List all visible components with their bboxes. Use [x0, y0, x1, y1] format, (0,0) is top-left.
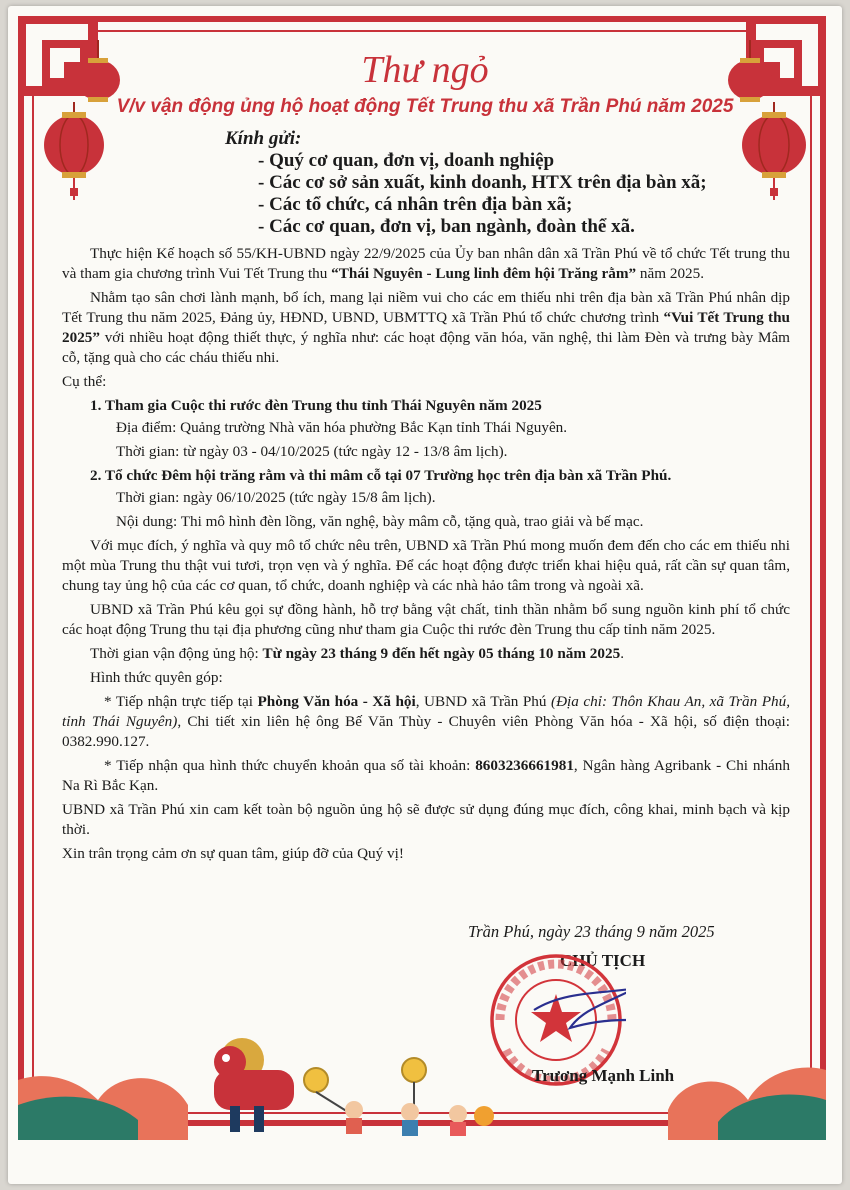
paragraph: UBND xã Trần Phú xin cam kết toàn bộ nguồn ủng hộ sẽ được sử dụng đúng mục đích, công khai, minh bạch và kịp thời. — [62, 801, 790, 838]
signature-title: CHỦ TỊCH — [560, 951, 646, 970]
recipient-item: - Các cơ quan, đơn vị, ban ngành, đoàn thể xã. — [258, 216, 635, 237]
paragraph: Thời gian vận động ủng hộ: Từ ngày 23 tháng 9 đến hết ngày 05 tháng 10 năm 2025. — [90, 645, 624, 662]
letter-body — [62, 244, 790, 868]
paragraph: Xin trân trọng cảm ơn sự quan tâm, giúp đỡ của Quý vị! — [62, 845, 404, 862]
paragraph: * Tiếp nhận trực tiếp tại Phòng Văn hóa - Xã hội, UBND xã Trần Phú (Địa chỉ: Thôn Khau An, xã Trần Phú, tỉnh Thái Nguyên), Chi tiết xin liên hệ ông Bế Văn Thùy - Chuyên viên Phòng Văn hóa - Xã hội, số điện thoại: 0382.990.127. — [62, 693, 790, 750]
signer-name: Trương Mạnh Linh — [532, 1066, 675, 1085]
signature-date: Trần Phú, ngày 23 tháng 9 năm 2025 — [468, 922, 715, 941]
recipient-list — [258, 150, 707, 238]
paragraph: UBND xã Trần Phú kêu gọi sự đồng hành, hỗ trợ bằng vật chất, tinh thần nhằm bổ sung nguồn kinh phí tổ chức các hoạt động Trung thu tại địa phương cũng như tham gia Cuộc thi rước đèn Trung thu cấp tỉnh năm 2025. — [62, 601, 790, 638]
paragraph: * Tiếp nhận qua hình thức chuyển khoản qua số tài khoản: 8603236661981, Ngân hàng Agribank - Chi nhánh Na Rì Bắc Kạn. — [62, 757, 790, 794]
paragraph: Thực hiện Kế hoạch số 55/KH-UBND ngày 22/9/2025 của Ủy ban nhân dân xã Trần Phú về tổ chức Tết trung thu và tham gia chương trình Vui Tết Trung thu “Thái Nguyên - Lung linh đêm hội Trăng rằm” năm 2025. — [62, 245, 790, 282]
paragraph: Hình thức quyên góp: — [90, 669, 223, 686]
paragraph: Nhằm tạo sân chơi lành mạnh, bổ ích, mang lại niềm vui cho các em thiếu nhi trên địa bàn xã Trần Phú nhân dịp Tết Trung thu năm 2025, Đảng ủy, HĐND, UBND, UBMTTQ xã Trần Phú tổ chức chương trình “Vui Tết Trung thu 2025” với nhiều hoạt động thiết thực, ý nghĩa như: các hoạt động văn hóa, văn nghệ, thi làm Đèn và trưng bày Mâm cỗ, tặng quà cho các cháu thiếu nhi. — [62, 289, 790, 366]
list-detail: Địa điểm: Quảng trường Nhà văn hóa phường Bắc Kạn tỉnh Thái Nguyên. — [116, 419, 568, 436]
recipient-item: - Các cơ sở sản xuất, kinh doanh, HTX trên địa bàn xã; — [258, 172, 707, 193]
specifics-label: Cụ thể: — [62, 373, 107, 390]
letter-subject: V/v vận động ủng hộ hoạt động Tết Trung thu xã Trần Phú năm 2025 — [116, 96, 734, 117]
list-item: 1. Tham gia Cuộc thi rước đèn Trung thu tỉnh Thái Nguyên năm 2025 — [90, 397, 542, 414]
recipient-item: - Quý cơ quan, đơn vị, doanh nghiệp — [258, 150, 555, 171]
list-detail: Thời gian: từ ngày 03 - 04/10/2025 (tức ngày 12 - 13/8 âm lịch). — [116, 443, 508, 460]
greeting-label: Kính gửi: — [225, 128, 302, 149]
list-item: 2. Tổ chức Đêm hội trăng rằm và thi mâm cỗ tại 07 Trường học trên địa bàn xã Trần Phú. — [90, 467, 672, 484]
recipient-item: - Các tổ chức, cá nhân trên địa bàn xã; — [258, 194, 573, 215]
letter-title: Thư ngỏ — [361, 49, 489, 91]
list-detail: Nội dung: Thi mô hình đèn lồng, văn nghệ, bày mâm cỗ, tặng quà, trao giải và bế mạc. — [116, 513, 644, 530]
list-detail: Thời gian: ngày 06/10/2025 (tức ngày 15/8 âm lịch). — [116, 489, 436, 506]
mid-autumn-illustration — [18, 1010, 826, 1140]
paragraph: Với mục đích, ý nghĩa và quy mô tổ chức nêu trên, UBND xã Trần Phú mong muốn đem đến cho các em thiếu nhi một mùa Trung thu thật vui tươi, trọn vẹn và ý nghĩa. Để các hoạt động được triển khai hiệu quả, rất cần sự quan tâm, chung tay ủng hộ của các cơ quan, tổ chức, doanh nghiệp và các nhà hảo tâm trong và ngoài xã. — [62, 537, 790, 594]
